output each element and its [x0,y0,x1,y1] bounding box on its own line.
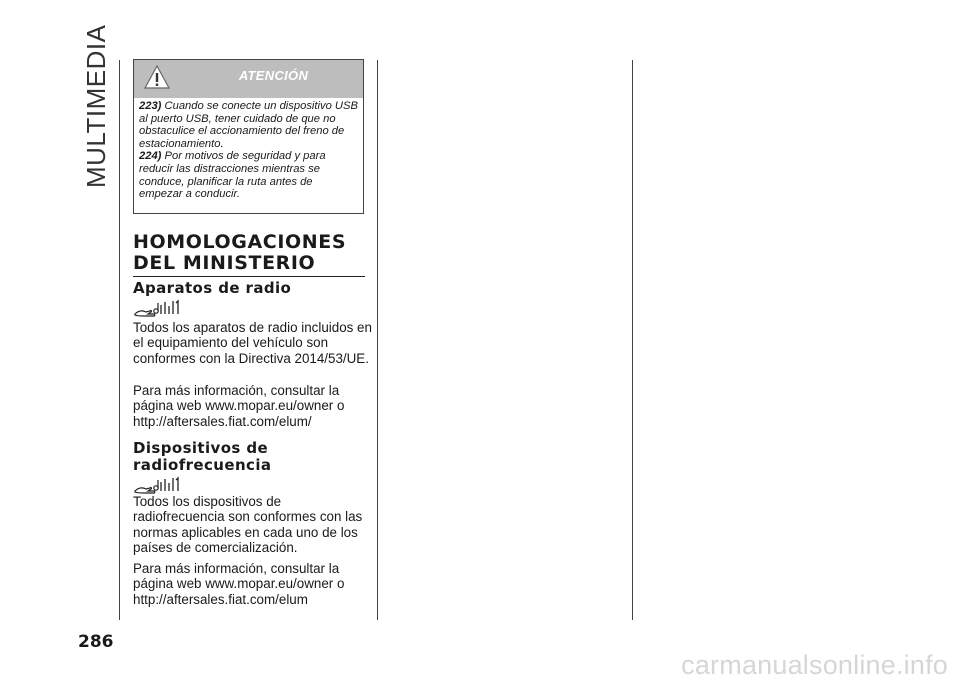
warning-item-2: 224) Por motivos de seguridad y para reducir las distracciones mientras se conduce, planificar la ruta antes de empezar a conducir. [139,150,326,201]
radio-paragraph-1: Todos los aparatos de radio incluidos en el equipamiento del vehículo son conformes con la Directiva 2014/53/UE. [133,320,372,366]
section-title: MULTIMEDIA [81,24,111,188]
radio-hand-icon [134,476,182,496]
rf-paragraph-1: Todos los dispositivos de radiofrecuencia son conformes con las normas aplicables en cada uno de los países de comercialización. [133,494,363,556]
section-heading: HOMOLOGACIONES DEL MINISTERIO [133,232,365,277]
page-number: 286 [78,632,114,652]
rf-heading: Dispositivos de radiofrecuencia [133,439,272,474]
warning-item-1: 223) Cuando se conecte un dispositivo USB al puerto USB, tener cuidado de que no obstaculice el accionamiento del freno de estacionamiento. [139,100,358,150]
radio-hand-icon [134,299,182,319]
column-divider-1 [377,60,378,620]
rf-paragraph-2: Para más información, consultar la página web www.mopar.eu/owner o http://aftersales.fiat.com/elum [133,561,345,607]
watermark: carmanualsonline.info [681,650,948,680]
radio-heading: Aparatos de radio [133,279,292,297]
warning-title: ATENCIÓN [238,68,309,83]
warning-box [133,59,364,214]
radio-paragraph-2: Para más información, consultar la página web www.mopar.eu/owner o http://aftersales.fiat.com/elum/ [133,383,345,429]
warning-body [134,98,363,201]
column-divider-2 [632,60,633,620]
sidebar-divider [119,60,120,620]
warning-triangle-icon [144,64,170,92]
warning-header [134,60,363,98]
